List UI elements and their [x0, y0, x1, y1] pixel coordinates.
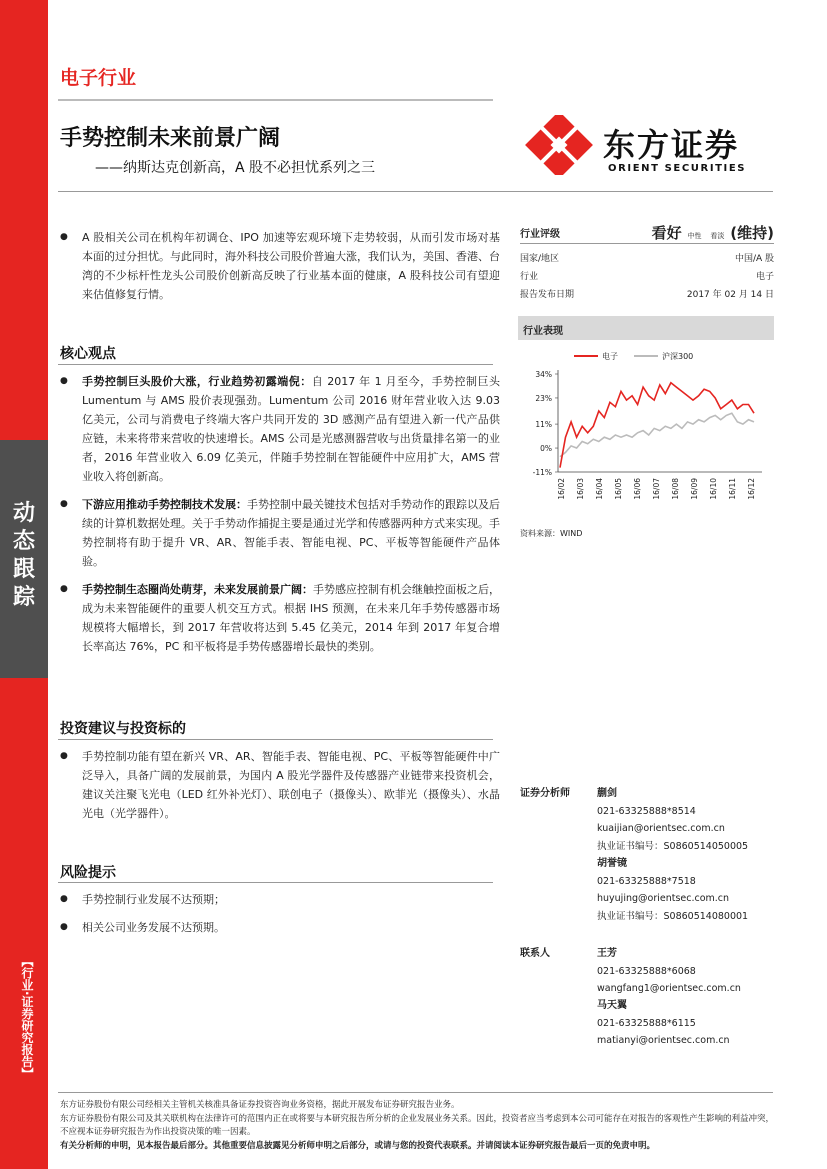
- info-label-industry: 行业: [520, 272, 539, 282]
- core-item-1: ● 手势控制巨头股价大涨，行业趋势初露端倪：自 2017 年 1 月至今，手势控制巨头 Lumentum 与 AMS 股价表现强劲。Lumentum 公司 2016 财年营业收入达 9.03 亿美元，公司与消费电子终端大客户共同开发的 3D 感测产品有望进入新一代产品供应链，未来将带来营收的快速增长。AMS 公司是光感测器营收与出货量排名第一的业者，2016 年营业收入 6.09 亿美元，伴随手势控制在智能硬件中应用扩大，AMS 营业收入将创新高。: [60, 372, 500, 486]
- rating-value: 看好: [651, 224, 682, 242]
- risk-item-1: ● 手势控制行业发展不达预期；: [60, 890, 500, 909]
- chart-x-tick-label: 16/07: [652, 478, 661, 500]
- info-value-industry: 电子: [755, 272, 774, 282]
- rating-values: [652, 222, 774, 243]
- contact-email[interactable]: matianyi@orientsec.com.cn: [597, 1035, 730, 1046]
- analyst-cert: 执业证书编号：S0860514050005: [597, 840, 749, 852]
- analyst-cert: 执业证书编号：S0860514080001: [597, 910, 749, 922]
- analyst-email[interactable]: huyujing@orientsec.com.cn: [597, 893, 730, 904]
- core-view-heading: 核心观点: [60, 346, 116, 362]
- info-row-industry: [520, 266, 774, 284]
- chart-x-tick-label: 16/06: [633, 478, 642, 500]
- footer-line-2: 东方证券股份有限公司及其关联机构在法律许可的范围内正在或将要与本研究报告所分析的企业发展业务关系。因此，投资者应当考虑到本公司可能存在对报告的客观性产生影响的利益冲突，不应视本证券研究报告为作出投资决策的唯一因素。: [60, 1113, 775, 1137]
- performance-title: 行业表现: [518, 316, 774, 340]
- chart-series-line-electronics: [560, 383, 754, 468]
- intro-section: [60, 228, 500, 304]
- contact-email[interactable]: wangfang1@orientsec.com.cn: [597, 983, 741, 994]
- analyst-1: [597, 785, 748, 855]
- risk-list: [60, 890, 500, 937]
- rating-maintain: (维持): [730, 224, 774, 242]
- contact-label: 联系人: [520, 948, 550, 959]
- investment-section: [60, 747, 500, 823]
- core-view-divider: [58, 364, 493, 365]
- footer-disclaimer: [60, 1099, 780, 1153]
- chart-x-tick-label: 16/11: [728, 478, 737, 500]
- title-divider: [58, 191, 773, 192]
- info-row-date: [520, 284, 774, 302]
- investment-heading: 投资建议与投资标的: [60, 721, 186, 737]
- header-divider: [58, 99, 493, 101]
- chart-x-tick-label: 16/12: [747, 478, 756, 500]
- chart-x-tick-label: 16/09: [690, 478, 699, 500]
- info-row-region: [520, 248, 774, 266]
- info-value-region: 中国/A 股: [734, 254, 774, 264]
- analyst-email[interactable]: kuaijian@orientsec.com.cn: [597, 823, 725, 834]
- footer-divider: [58, 1092, 773, 1093]
- chart-x-tick-label: 16/03: [576, 478, 585, 500]
- chart-y-tick-label: 0%: [540, 444, 552, 454]
- intro-paragraph: ● A 股相关公司在机构年初调仓、IPO 加速等宏观环境下走势较弱，从而引发市场对基本面的过分担忧。与此同时，海外科技公司股价普遍大涨，我们认为，美国、香港、台湾的不少标杆性龙头公司股价创新高反映了行业基本面的健康，A 股科技公司有望迎来估值修复行情。: [60, 228, 500, 304]
- contact-name: 马天翼: [597, 1000, 627, 1011]
- rating-bearish: 看淡: [710, 232, 725, 240]
- investment-paragraph: ● 手势控制功能有望在新兴 VR、AR、智能手表、智能电视、PC、平板等智能硬件中广泛导入，具备广阔的发展前景，为国内 A 股光学器件及传感器产业链带来投资机会，建议关注聚飞光电（LED 红外补光灯）、联创电子（摄像头）、欧菲光（摄像头）、水晶光电（光学器件）。: [60, 747, 500, 823]
- chart-x-tick-label: 16/10: [709, 478, 718, 500]
- legend-label-csi300: 沪深300: [662, 352, 694, 361]
- analyst-label: 证券分析师: [520, 788, 570, 799]
- risk-divider: [58, 882, 493, 883]
- chart-source: 资料来源：WIND: [520, 529, 583, 538]
- investment-divider: [58, 739, 493, 740]
- chart-y-tick-label: 11%: [535, 420, 552, 430]
- report-subtitle: ——纳斯达克创新高，A 股不必担忧系列之三: [95, 160, 376, 176]
- analyst-name: 胡誉镜: [597, 858, 627, 869]
- logo-english-name: ORIENT SECURITIES: [608, 163, 747, 174]
- contact-name: 王芳: [597, 948, 617, 959]
- chart-y-tick-label: -11%: [532, 468, 552, 477]
- core-view-list: [60, 372, 500, 656]
- risk-heading: 风险提示: [60, 865, 116, 881]
- chart-x-tick-label: 16/04: [595, 478, 604, 500]
- info-label-region: 国家/地区: [520, 254, 560, 264]
- chart-x-tick-label: 16/08: [671, 478, 680, 500]
- rating-neutral: 中性: [687, 232, 702, 240]
- legend-label-electronics: 电子: [602, 352, 618, 361]
- rating-row: [520, 222, 774, 244]
- rating-label: 行业评级: [520, 229, 560, 240]
- industry-label: 电子行业: [60, 67, 137, 89]
- report-title: 手势控制未来前景广阔: [60, 126, 281, 151]
- chart-y-tick-label: 34%: [535, 370, 552, 379]
- risk-item-2: ● 相关公司业务发展不达预期。: [60, 918, 500, 937]
- footer-line-1: 东方证券股份有限公司经相关主管机关核准具备证券投资咨询业务资格，据此开展发布证券研究报告业务。: [60, 1100, 460, 1110]
- contact-phone: 021-63325888*6115: [597, 1017, 696, 1029]
- logo-chinese-name: 东方证券: [603, 126, 740, 164]
- chart-x-tick-label: 16/02: [557, 478, 566, 500]
- performance-chart: [518, 344, 774, 524]
- core-item-2: ● 下游应用推动手势控制技术发展：手势控制中最关键技术包括对手势动作的跟踪以及后续的计算机数据处理。关于手势动作捕捉主要是通过光学和传感器两种方式来实现。手势控制将有助于提升 VR、AR、智能手表、智能电视、PC、平板等智能硬件产品体验。: [60, 495, 500, 571]
- contact-2: [597, 997, 730, 1050]
- analyst-phone: 021-63325888*7518: [597, 875, 696, 887]
- rating-table: [520, 222, 774, 302]
- footer-line-3: 有关分析师的申明，见本报告最后部分。其他重要信息披露见分析师申明之后部分，或请与您的投资代表联系。并请阅读本证券研究报告最后一页的免责申明。: [60, 1140, 656, 1151]
- chart-y-tick-label: 23%: [535, 393, 552, 403]
- contact-1: [597, 945, 741, 998]
- core-item-3: ● 手势控制生态圈尚处萌芽，未来发展前景广阔：手势感应控制有机会继触控面板之后，成为未来智能硬件的重要人机交互方式。根据 IHS 预测，在未来几年手势传感器市场规模将大幅增长，到 2017 年营收将达到 5.45 亿美元，2014 年到 2017 年复合增长率高达 76%，PC 和平板将是手势传感器增长最快的类别。: [60, 580, 500, 656]
- analyst-2: [597, 855, 748, 925]
- info-label-date: 报告发布日期: [520, 290, 575, 300]
- chart-x-tick-label: 16/05: [614, 478, 623, 500]
- report-category-tag: 【行业·证券研究报告】: [20, 955, 34, 1080]
- info-value-date: 2017 年 02 月 14 日: [686, 290, 774, 300]
- analyst-name: 蒯剑: [597, 788, 617, 799]
- analyst-phone: 021-63325888*8514: [597, 805, 696, 817]
- report-type-vertical-label: 动 态 跟 踪: [12, 501, 35, 610]
- contact-phone: 021-63325888*6068: [597, 965, 696, 977]
- chart-series-line-csi300: [560, 413, 754, 457]
